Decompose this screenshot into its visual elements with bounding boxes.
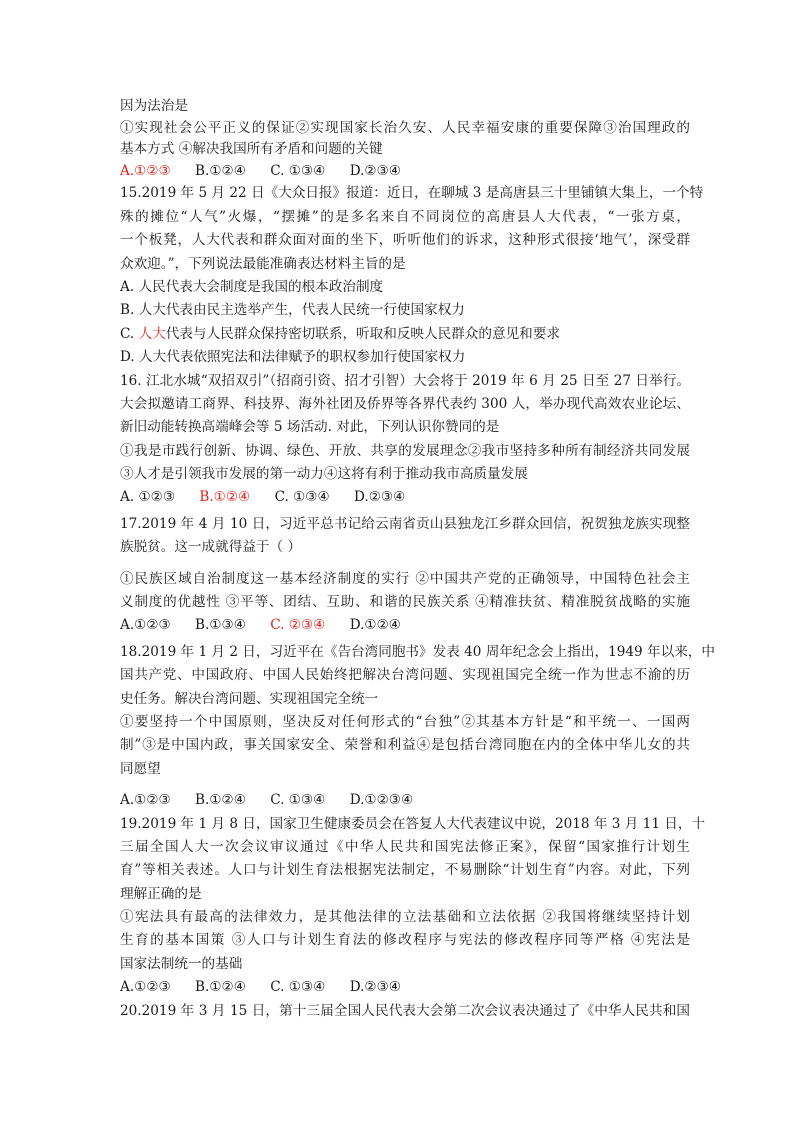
q18-option-c: C. ①③④ bbox=[270, 792, 326, 809]
q16-stem-line: 大会拟邀请工商界、科技界、海外社团及侨界等各界代表约 300 人，举办现代高效农业论坛、 bbox=[120, 395, 690, 412]
q18-option-d: D.①②③④ bbox=[349, 792, 414, 809]
q18-option-b: B.①②④ bbox=[195, 792, 246, 809]
q15-stem-line: 殊的摊位“人气”火爆，“摆摊”的是多名来自不同岗位的高唐县人大代表，“一张方桌， bbox=[120, 208, 690, 225]
q18-statements-line: 同愿望 bbox=[120, 760, 161, 777]
q16-options bbox=[120, 486, 690, 509]
q15-option-c-text: 代表与人民群众保持密切联系，听取和反映人民群众的意见和要求 bbox=[165, 325, 560, 342]
q17-option-a: A.①②③ bbox=[120, 617, 171, 634]
q14-option-b: B.①②④ bbox=[195, 162, 246, 179]
q15-stem-line: 15.2019 年 5 月 22 日《大众日报》报道：近日，在聊城 3 是高唐县三十里铺镇大集上，一个特 bbox=[120, 185, 704, 202]
q19-stem-line: 育”等相关表述。人口与计划生育法根据宪法制定，不易删除“计划生育”内容。对此，下列 bbox=[120, 862, 690, 879]
q17-option-b: B.①③④ bbox=[195, 617, 246, 634]
q16-option-d: D.②③④ bbox=[354, 489, 406, 506]
q15-option-c-highlight: 人大 bbox=[138, 325, 166, 342]
q19-statements-line: ①宪法具有最高的法律效力，是其他法律的立法基础和立法依据 ②我国将继续坚持计划 bbox=[120, 909, 690, 926]
q14-statements-line: 基本方式 ④解决我国所有矛盾和问题的关键 bbox=[120, 141, 383, 158]
q19-option-b: B.①②④ bbox=[195, 979, 246, 996]
q17-statements-line: ①民族区域自治制度这一基本经济制度的实行 ②中国共产党的正确领导，中国特色社会主 bbox=[120, 570, 690, 587]
exam-page bbox=[120, 96, 715, 1023]
q17-options bbox=[120, 614, 690, 637]
q15-option-b: B. 人大代表由民主选举产生，代表人民统一行使国家权力 bbox=[120, 302, 465, 319]
q19-statements-line: 国家法制统一的基础 bbox=[120, 955, 243, 972]
q19-option-a: A.①②③ bbox=[120, 979, 171, 996]
q15-stem-line: 众欢迎。”，下列说法最能准确表达材料主旨的是 bbox=[120, 255, 406, 272]
q15-option-c bbox=[120, 323, 690, 346]
q14-option-c: C. ①③④ bbox=[270, 162, 326, 179]
q16-option-c: C. ①③④ bbox=[274, 489, 330, 506]
q19-options bbox=[120, 976, 690, 999]
q18-statements-line: ①要坚持一个中国原则，坚决反对任何形式的“台独”②其基本方针是“和平统一、一国两 bbox=[120, 713, 690, 730]
q19-statements-line: 生育的基本国策 ③人口与计划生育法的修改程序与宪法的修改程序同等严格 ④宪法是 bbox=[120, 932, 690, 949]
q18-options bbox=[120, 789, 690, 812]
q19-stem-line: 三届全国人大一次会议审议通过《中华人民共和国宪法修正案》，保留“国家推行计划生 bbox=[120, 838, 690, 855]
q18-statements-line: 制”③是中国内政，事关国家安全、荣誉和利益④是包括台湾同胞在内的全体中华儿女的共 bbox=[120, 737, 690, 754]
q17-stem-line: 族脱贫。这一成就得益于（ ） bbox=[120, 539, 302, 556]
q16-stem-line: 新旧动能转换高端峰会等 5 场活动. 对此，下列认识你赞同的是 bbox=[120, 419, 500, 436]
q18-option-a: A.①②③ bbox=[120, 792, 171, 809]
q19-option-d: D.②③④ bbox=[349, 979, 401, 996]
q14-answer-option: A.①②③ bbox=[120, 162, 171, 179]
q17-option-d: D.①②④ bbox=[349, 617, 401, 634]
q18-stem-line: 18.2019 年 1 月 2 日，习近平在《告台湾同胞书》发表 40 周年纪念会上指出，1949 年以来，中 bbox=[120, 643, 715, 660]
q20-stem-line: 20.2019 年 3 月 15 日，第十三届全国人民代表大会第二次会议表决通过了《中华人民共和国 bbox=[120, 1002, 690, 1019]
q18-stem-line: 国共产党、中国政府、中国人民始终把解决台湾问题、实现祖国完全统一作为世志不渝的历 bbox=[120, 667, 690, 684]
q16-statements-line: ③人才是引领我市发展的第一动力④这将有利于推动我市高质量发展 bbox=[120, 466, 528, 483]
q19-stem-line: 19.2019 年 1 月 8 日，国家卫生健康委员会在答复人大代表建议中说，2018 年 3 月 11 日，十 bbox=[120, 815, 706, 832]
q19-option-c: C. ①③④ bbox=[270, 979, 326, 996]
q15-option-d: D. 人大代表依照宪法和法律赋予的职权参加行使国家权力 bbox=[120, 349, 466, 366]
q14-statements-line: ①实现社会公平正义的保证②实现国家长治久安、人民幸福安康的重要保障③治国理政的 bbox=[120, 119, 690, 136]
q19-stem-line: 理解正确的是 bbox=[120, 885, 202, 902]
q14-stem-tail: 因为法治是 bbox=[120, 98, 188, 114]
q16-stem-line: 16. 江北水城“双招双引”（招商引资、招才引智）大会将于 2019 年 6 月 25 日至 27 日举行。 bbox=[120, 372, 690, 389]
q15-stem-line: 一个板凳，人大代表和群众面对面的坐下，听听他们的诉求，这种形式很接‘地气’，深受群 bbox=[120, 232, 690, 249]
q17-answer-option: C. ②③④ bbox=[270, 617, 326, 634]
q14-options bbox=[120, 161, 690, 183]
q16-statements-line: ①我是市践行创新、协调、绿色、开放、共享的发展理念②我市坚持多种所有制经济共同发展 bbox=[120, 442, 690, 459]
q18-stem-line: 史任务。解决台湾问题、实现祖国完全统一 bbox=[120, 690, 379, 707]
q17-stem-line: 17.2019 年 4 月 10 日，习近平总书记给云南省贡山县独龙江乡群众回信，祝贺独龙族实现整 bbox=[120, 515, 690, 532]
q15-option-c-letter: C. bbox=[120, 325, 139, 342]
q15-option-a: A. 人民代表大会制度是我国的根本政治制度 bbox=[120, 278, 384, 295]
q14-option-d: D.②③④ bbox=[349, 162, 401, 179]
q16-option-a: A. ①②③ bbox=[120, 489, 176, 506]
q17-statements-line: 义制度的优越性 ③平等、团结、互助、和谐的民族关系 ④精准扶贫、精准脱贫战略的实施 bbox=[120, 594, 690, 611]
q16-answer-option: B.①②④ bbox=[199, 489, 251, 506]
